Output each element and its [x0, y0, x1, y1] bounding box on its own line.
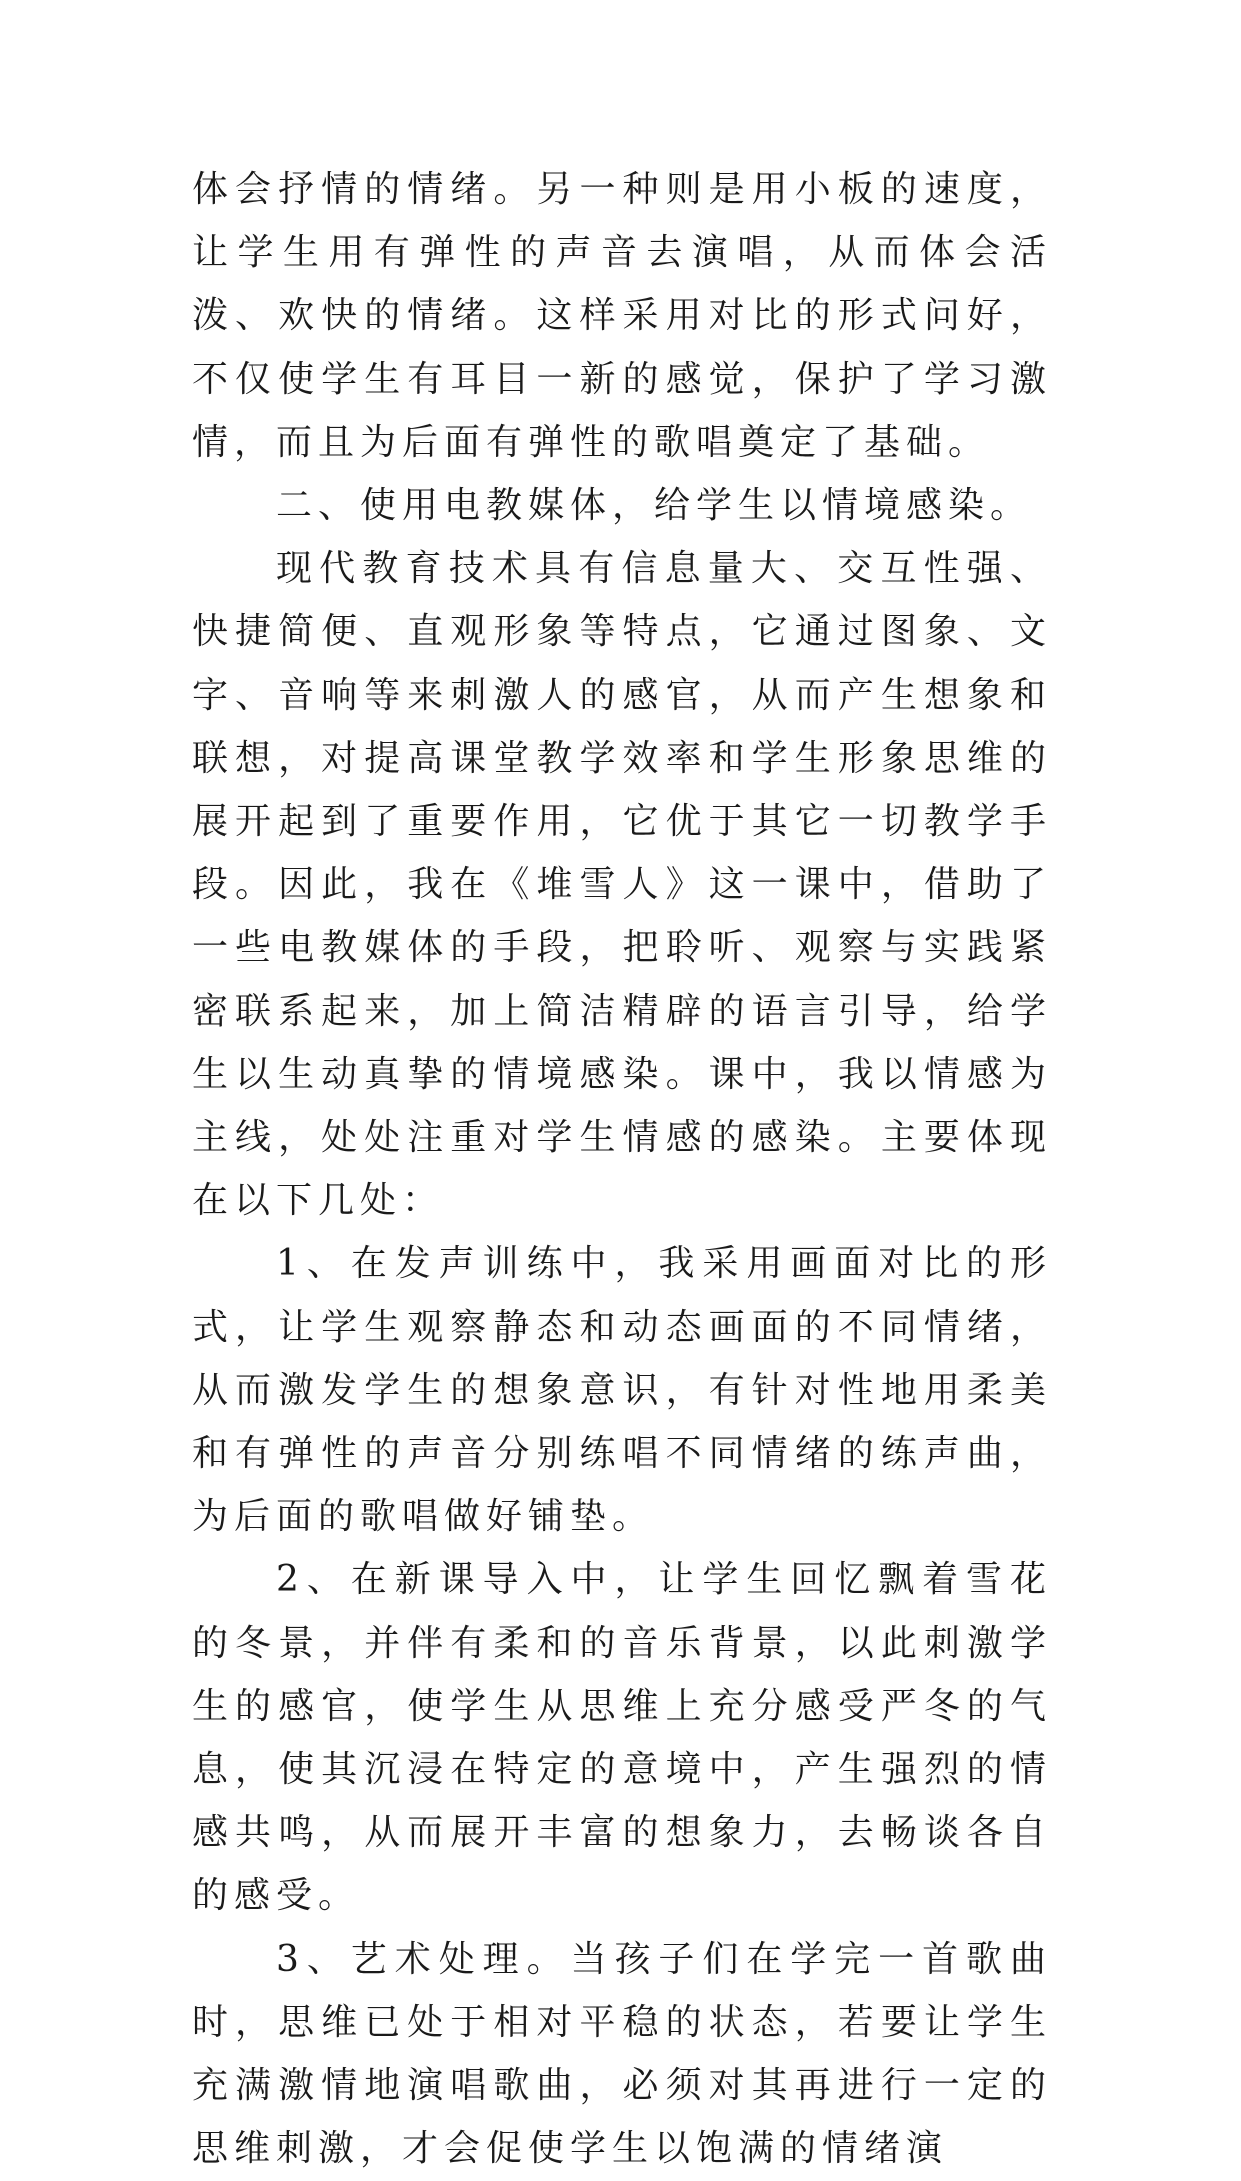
list-item-3: 3、艺术处理。当孩子们在学完一首歌曲时，思维已处于相对平稳的状态，若要让学生充满激情地演唱歌曲，必须对其再进行一定的思维刺激，才会促使学生以饱满的情绪演 — [192, 1938, 1052, 2170]
section-heading: 二、使用电教媒体，给学生以情境感染。 — [276, 485, 1033, 527]
list-item-1: 1、在发声训练中，我采用画面对比的形式，让学生观察静态和动态画面的不同情绪，从而激发学生的想象意识，有针对性地用柔美和有弹性的声音分别练唱不同情绪的练声曲，为后面的歌唱做好铺垫。 — [192, 1243, 1052, 1538]
list-item-2: 2、在新课导入中，让学生回忆飘着雪花的冬景，并伴有柔和的音乐背景，以此刺激学生的感官，使学生从思维上充分感受严冬的气息，使其沉浸在特定的意境中，产生强烈的情感共鸣，从而展开丰富的想象力，去畅谈各自的感受。 — [192, 1559, 1052, 1917]
body-text — [192, 158, 1052, 2181]
paragraph-continuation: 体会抒情的情绪。另一种则是用小板的速度，让学生用有弹性的声音去演唱，从而体会活泼、欢快的情绪。这样采用对比的形式问好，不仅使学生有耳目一新的感觉，保护了学习激情，而且为后面有弹性的歌唱奠定了基础。 — [192, 169, 1052, 463]
paragraph-media-intro: 现代教育技术具有信息量大、交互性强、快捷简便、直观形象等特点，它通过图象、文字、音响等来刺激人的感官，从而产生想象和联想，对提高课堂教学效率和学生形象思维的展开起到了重要作用，它优于其它一切教学手段。因此，我在《堆雪人》这一课中，借助了一些电教媒体的手段，把聆听、观察与实践紧密联系起来，加上简洁精辟的语言引导，给学生以生动真挚的情境感染。课中，我以情感为主线，处处注重对学生情感的感染。主要体现在以下几处： — [192, 548, 1052, 1222]
